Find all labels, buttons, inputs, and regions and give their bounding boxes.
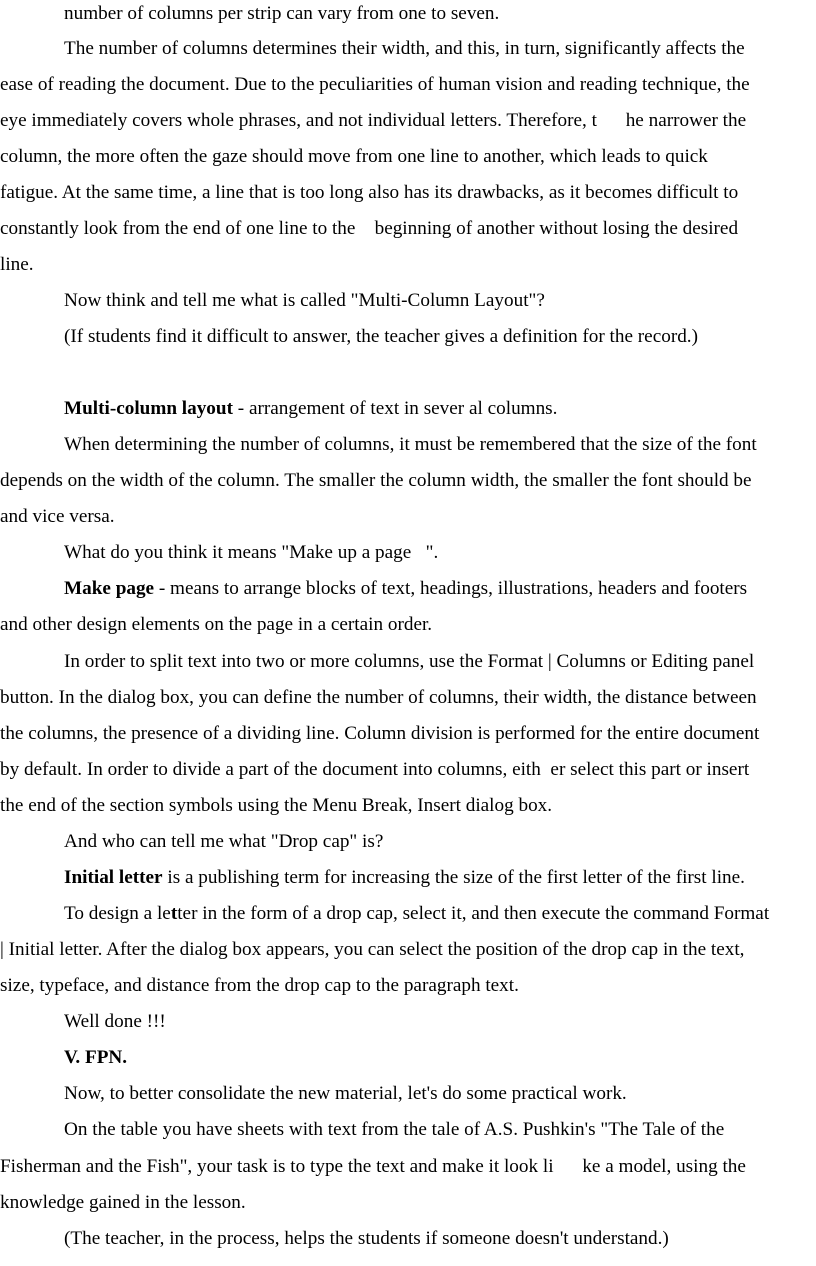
- text-run: ease of reading the document. Due to the peculiarities of human vision and reading technique, the: [0, 74, 750, 95]
- paragraph-line: [0, 758, 749, 782]
- paragraph-line: [0, 145, 708, 169]
- text-run: the columns, the presence of a dividing line. Column division is performed for the entire document: [0, 723, 760, 744]
- text-run: number of columns per strip can vary from one to seven.: [64, 3, 500, 24]
- text-run: the end of the section symbols using the Menu Break, Insert dialog box.: [0, 795, 553, 816]
- text-run: line.: [0, 254, 34, 275]
- paragraph-line: [64, 902, 769, 926]
- paragraph-line: [0, 505, 115, 529]
- section-heading: [64, 1046, 127, 1070]
- text-run: Now think and tell me what is called "Multi-Column Layout"?: [64, 290, 545, 311]
- paragraph-line: [0, 686, 757, 710]
- paragraph-line: [0, 469, 752, 493]
- definition-make-page: [64, 577, 747, 601]
- definition-multi-column-layout: [64, 397, 557, 421]
- bold-term: Initial letter: [64, 867, 163, 888]
- paragraph-line: [0, 794, 552, 818]
- text-run: The number of columns determines their width, and this, in turn, significantly affects the: [64, 38, 745, 59]
- text-run: is a publishing term for increasing the size of the first letter of the first line.: [162, 867, 745, 888]
- text-run: size, typeface, and distance from the drop cap to the paragraph text.: [0, 975, 519, 996]
- paragraph-line: [64, 433, 757, 457]
- paragraph-line: [0, 253, 34, 277]
- paragraph-line: [0, 181, 738, 205]
- praise-line: [64, 1010, 166, 1034]
- text-run: - arrangement of text in sever al columns.: [232, 398, 558, 419]
- question-line: [64, 289, 545, 313]
- paragraph-line: [64, 2, 499, 26]
- text-run: by default. In order to divide a part of the document into columns, eith er select this part or insert: [0, 759, 750, 780]
- paragraph-line: [0, 974, 519, 998]
- bold-term: V. FPN.: [64, 1047, 128, 1068]
- text-run: What do you think it means "Make up a page ".: [64, 542, 439, 563]
- paragraph-line: [0, 613, 432, 637]
- paragraph-line: [64, 1118, 724, 1142]
- bold-term: Make page: [64, 578, 155, 599]
- paragraph-line: [0, 217, 738, 241]
- text-run: (The teacher, in the process, helps the students if someone doesn't understand.): [64, 1228, 669, 1249]
- text-run: and other design elements on the page in a certain order.: [0, 614, 433, 635]
- bold-term: Multi-column layout: [64, 398, 233, 419]
- text-run: column, the more often the gaze should move from one line to another, which leads to quick: [0, 146, 708, 167]
- text-run: knowledge gained in the lesson.: [0, 1192, 246, 1213]
- text-run: On the table you have sheets with text from the tale of A.S. Pushkin's "The Tale of the: [64, 1119, 725, 1140]
- paragraph-line: [64, 1082, 627, 1106]
- text-run: eye immediately covers whole phrases, and not individual letters. Therefore, t he narrower the: [0, 110, 747, 131]
- text-run: To design a le: [64, 903, 171, 924]
- text-run: | Initial letter. After the dialog box appears, you can select the position of the drop cap in the text,: [0, 939, 745, 960]
- paragraph-line: [0, 1155, 746, 1179]
- definition-initial-letter: [64, 866, 745, 890]
- text-run: button. In the dialog box, you can define the number of columns, their width, the distance between: [0, 687, 757, 708]
- text-run: In order to split text into two or more columns, use the Format | Columns or Editing panel: [64, 651, 755, 672]
- question-line: [64, 541, 438, 565]
- bold-term: t: [170, 903, 178, 924]
- text-run: And who can tell me what "Drop cap" is?: [64, 831, 384, 852]
- text-run: (If students find it difficult to answer, the teacher gives a definition for the record.): [64, 326, 698, 347]
- question-line: [64, 830, 383, 854]
- text-run: and vice versa.: [0, 506, 115, 527]
- text-run: depends on the width of the column. The smaller the column width, the smaller the font should be: [0, 470, 752, 491]
- text-run: constantly look from the end of one line to the beginning of another without losing the desired: [0, 218, 739, 239]
- note-line: [64, 1227, 669, 1251]
- paragraph-line: [64, 37, 745, 61]
- text-run: - means to arrange blocks of text, headings, illustrations, headers and footers: [154, 578, 748, 599]
- paragraph-line: [0, 938, 744, 962]
- text-run: ter in the form of a drop cap, select it, and then execute the command Format: [177, 903, 770, 924]
- paragraph-line: [0, 722, 759, 746]
- note-line: [64, 325, 698, 349]
- text-run: Now, to better consolidate the new material, let's do some practical work.: [64, 1083, 627, 1104]
- text-run: Fisherman and the Fish", your task is to type the text and make it look li ke a model, using the: [0, 1156, 746, 1177]
- paragraph-line: [0, 73, 750, 97]
- text-run: When determining the number of columns, it must be remembered that the size of the font: [64, 434, 757, 455]
- paragraph-line: [64, 650, 754, 674]
- text-run: fatigue. At the same time, a line that is too long also has its drawbacks, as it becomes difficult to: [0, 182, 739, 203]
- paragraph-line: [0, 1191, 246, 1215]
- text-run: Well done !!!: [64, 1011, 166, 1032]
- paragraph-line: [0, 109, 746, 133]
